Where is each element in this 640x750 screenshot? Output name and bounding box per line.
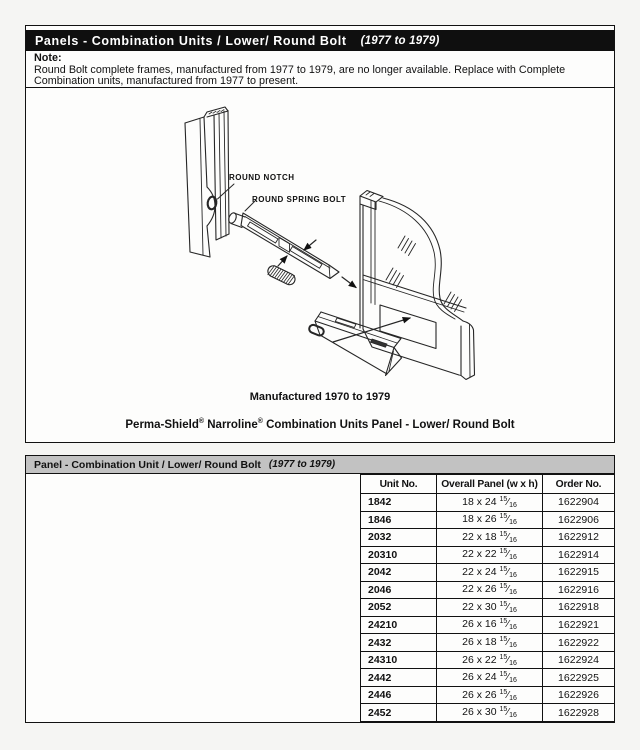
parts-table-zone bbox=[360, 474, 614, 722]
panel-size-cell: 22 x 26 $^{15}⁄_{16}$ bbox=[437, 581, 543, 599]
glass-hatching bbox=[386, 236, 462, 312]
manufactured-caption: Manufactured 1970 to 1979 bbox=[249, 391, 391, 403]
unit-no-cell: 2432 bbox=[361, 634, 437, 652]
panel-size-cell: 26 x 24 $^{15}⁄_{16}$ bbox=[437, 669, 543, 687]
unit-no-cell: 2452 bbox=[361, 704, 437, 722]
round-spring-bolt-part bbox=[227, 212, 339, 279]
panels-section bbox=[25, 25, 615, 443]
unit-no-cell: 2442 bbox=[361, 669, 437, 687]
unit-no-cell: 2046 bbox=[361, 581, 437, 599]
table-row bbox=[361, 686, 615, 704]
unit-no-cell: 1846 bbox=[361, 511, 437, 529]
order-no-cell: 1622922 bbox=[543, 634, 615, 652]
table-title-era: (1977 to 1979) bbox=[268, 459, 336, 470]
product-caption: Perma-Shield® Narroline® Combination Units Panel - Lower/ Round Bolt bbox=[125, 418, 515, 431]
order-no-cell: 1622914 bbox=[543, 546, 615, 564]
panel-size-cell: 26 x 30 $^{15}⁄_{16}$ bbox=[437, 704, 543, 722]
panel-size-cell: 26 x 26 $^{15}⁄_{16}$ bbox=[437, 686, 543, 704]
order-no-cell: 1622924 bbox=[543, 651, 615, 669]
round-notch-label: ROUND NOTCH bbox=[229, 173, 295, 182]
bottom-rail-part bbox=[308, 312, 401, 376]
note-text: Round Bolt complete frames, manufactured from 1977 to 1979, are no longer available. Replace with Complete Combination units, manufactured from 1977 to present. bbox=[34, 63, 566, 87]
panel-size-cell: 26 x 18 $^{15}⁄_{16}$ bbox=[437, 634, 543, 652]
section-title-bar bbox=[26, 30, 614, 51]
order-no-cell: 1622918 bbox=[543, 599, 615, 617]
unit-no-cell: 2042 bbox=[361, 564, 437, 582]
order-no-cell: 1622904 bbox=[543, 494, 615, 512]
unit-no-cell: 24310 bbox=[361, 651, 437, 669]
panel-size-cell: 26 x 22 $^{15}⁄_{16}$ bbox=[437, 651, 543, 669]
order-no-cell: 1622928 bbox=[543, 704, 615, 722]
parts-table bbox=[360, 474, 615, 722]
col-header-unit-no: Unit No. bbox=[361, 475, 437, 494]
unit-no-cell: 20310 bbox=[361, 546, 437, 564]
page-title: Panels - Combination Units / Lower/ Round Bolt bbox=[35, 33, 347, 48]
unit-no-cell: 2446 bbox=[361, 686, 437, 704]
table-title-bar bbox=[26, 456, 614, 474]
parts-table-section bbox=[25, 455, 615, 723]
table-row bbox=[361, 651, 615, 669]
panel-corner bbox=[360, 191, 475, 380]
panel-size-cell: 18 x 24 $^{15}⁄_{16}$ bbox=[437, 494, 543, 512]
table-row bbox=[361, 616, 615, 634]
table-row bbox=[361, 529, 615, 547]
table-row bbox=[361, 511, 615, 529]
unit-no-cell: 24210 bbox=[361, 616, 437, 634]
table-row bbox=[361, 494, 615, 512]
table-row bbox=[361, 669, 615, 687]
order-no-cell: 1622926 bbox=[543, 686, 615, 704]
order-no-cell: 1622915 bbox=[543, 564, 615, 582]
table-title: Panel - Combination Unit / Lower/ Round Bolt bbox=[34, 458, 261, 471]
order-no-cell: 1622916 bbox=[543, 581, 615, 599]
unit-no-cell: 2052 bbox=[361, 599, 437, 617]
table-row bbox=[361, 704, 615, 722]
frame-jamb-profile bbox=[185, 107, 229, 257]
order-no-cell: 1622921 bbox=[543, 616, 615, 634]
order-no-cell: 1622906 bbox=[543, 511, 615, 529]
panel-size-cell: 22 x 30 $^{15}⁄_{16}$ bbox=[437, 599, 543, 617]
page-title-era: (1977 to 1979) bbox=[360, 34, 440, 47]
table-row bbox=[361, 581, 615, 599]
round-notch bbox=[207, 196, 217, 210]
panel-size-cell: 22 x 18 $^{15}⁄_{16}$ bbox=[437, 529, 543, 547]
note-block bbox=[26, 51, 614, 88]
table-row bbox=[361, 564, 615, 582]
panel-size-cell: 26 x 16 $^{15}⁄_{16}$ bbox=[437, 616, 543, 634]
table-header-row bbox=[361, 475, 615, 494]
order-no-cell: 1622925 bbox=[543, 669, 615, 687]
unit-no-cell: 2032 bbox=[361, 529, 437, 547]
col-header-order-no: Order No. bbox=[543, 475, 615, 494]
order-no-cell: 1622912 bbox=[543, 529, 615, 547]
col-header-overall-panel: Overall Panel (w x h) bbox=[437, 475, 543, 494]
round-spring-bolt-label: ROUND SPRING BOLT bbox=[252, 195, 347, 204]
spring bbox=[266, 264, 297, 287]
panel-size-cell: 22 x 24 $^{15}⁄_{16}$ bbox=[437, 564, 543, 582]
panel-size-cell: 22 x 22 $^{15}⁄_{16}$ bbox=[437, 546, 543, 564]
note-label: Note: bbox=[34, 52, 62, 64]
exploded-diagram bbox=[26, 88, 614, 440]
table-row bbox=[361, 546, 615, 564]
unit-no-cell: 1842 bbox=[361, 494, 437, 512]
panel-size-cell: 18 x 26 $^{15}⁄_{16}$ bbox=[437, 511, 543, 529]
table-row bbox=[361, 634, 615, 652]
table-row bbox=[361, 599, 615, 617]
parts-table-body bbox=[361, 494, 615, 722]
diagram-line-art bbox=[26, 88, 612, 440]
